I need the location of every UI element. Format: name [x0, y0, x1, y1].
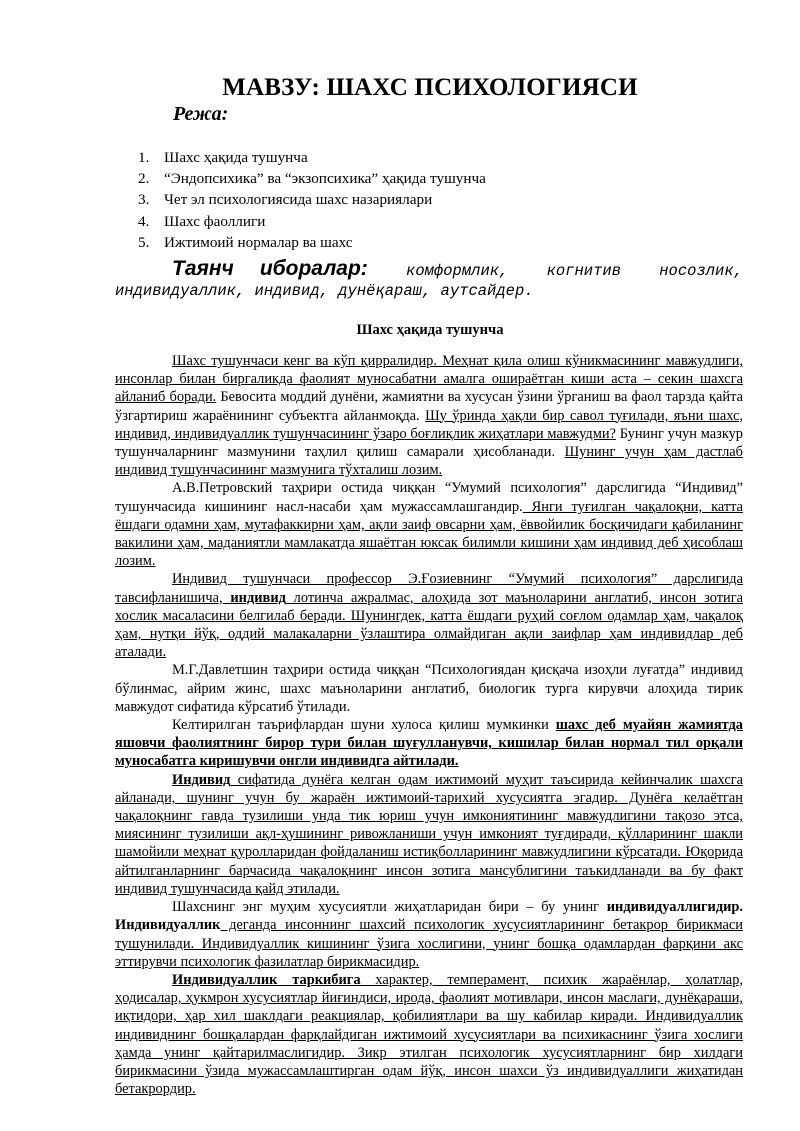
keywords-line: индивидуаллик, индивид, дунёқараш, аутсайдер. [115, 282, 534, 300]
list-item [138, 189, 486, 210]
text-run: Келтирилган таърифлардан шуни хулоса қилиш мумкинки [172, 717, 556, 734]
list-item-number: 2. [138, 170, 150, 188]
text-run: сифатида дунёга келган одам ижтимоий муҳит таъсирида кейинчалик шахсга айланади, шунинг учун бу жараён ижтимоий-тарихий хусусиятга эгадир. Дунёга келаётган чақалоқнинг гавда тузилиши унда тик юриш учун имкониятининг мавжудлигини тақозо этса, миясининг тузилиши ақл-ҳушининг ривожланиши учун имконият туғдиради, қўлларининг шакли шамойили меҳнат қуролларидан фойдаланиш истиқболларининг мавжудлигини кўрсатади. Юқорида айтилганларнинг барчасида чақалоқнинг инсон зотига мансублигини таъкидланади ва бу факт индивид тушунчасида қайд этилади. [115, 771, 743, 897]
list-item-text: Шахс ҳақида тушунча [164, 149, 308, 166]
text-run: Шунинг учун ҳам дастлаб индивид тушунчасининг мазмунига тўхталиш лозим. [115, 444, 743, 479]
keyword: когнитив [546, 262, 622, 280]
keyword: носозлик, [659, 262, 743, 280]
text-run: деганда инсоннинг шахсий психологик хусусиятларининг бетакрор бирикмаси тушунилади. Индивидуаллик кишининг ўзига хослигини, унинг бошқа одамлардан фарқини акс эттирувчи психологик фазилатлар бирикмасидир. [115, 917, 743, 970]
list-item-text: Шахс фаоллиги [164, 212, 266, 230]
keywords-heading-word2: иборалар: [259, 257, 368, 280]
keywords-heading-word1: Таянч [172, 257, 234, 280]
list-item-text: Ижтимоий нормалар ва шахс [164, 233, 353, 251]
document-body [115, 352, 743, 1098]
paragraph [115, 716, 743, 771]
text-run: А.В.Петровский таҳрири остида чиққан “Умумий психология” дарслигида “Индивид” тушунчасида кишининг насл-насаби ҳам мужассамлашгандир. [115, 480, 743, 515]
paragraph [115, 479, 743, 570]
plan-label: Режа: [173, 103, 229, 125]
list-item-number: 3. [138, 191, 150, 209]
keyword: комформлик, [406, 262, 509, 280]
text-run: Бунинг учун мазкур тушунчаларнинг мазмунини таҳлил қилиш самарали ҳисобланади. [115, 425, 743, 461]
list-item-number: 5. [138, 233, 150, 251]
text-run: Шу ўринда ҳақли бир савол туғилади, яъни шахс, индивид, индивидуаллик тушунчасининг ўзаро боғлиқлик жиҳатлари мавжудми? [115, 407, 743, 442]
text-run: шахс деб муайян жамиятда яшовчи фаолиятнинг бирор тури билан шуғулланувчи, кишилар билан нормал тил орқали муносабатга киришувчи онгли индивидга айтилади. [115, 717, 743, 770]
list-item-text: Чет эл психологиясида шахс назариялари [164, 191, 433, 209]
paragraph [115, 771, 743, 898]
paragraph [115, 971, 743, 1098]
list-item [138, 147, 486, 168]
list-item-number: 1. [138, 149, 150, 166]
text-run: лотинча ажралмас, алоҳида зот маъноларини англатиб, инсон зотига хослик масаласини белгилаб беради. Шунингдек, катта ёшдаги руҳий соғлом одамлар ҳам, чақалоқ ҳам, нутқи йўқ, оддий малакаларни ўзлаштира олмайдиган ақли заифлар ҳам индивидлар деб аталади. [115, 589, 743, 661]
text-run: Индивид [172, 771, 231, 788]
text-run: Шахснинг энг муҳим хусусиятли жиҳатларидан бири – бу унинг [172, 899, 607, 916]
paragraph [115, 352, 743, 479]
keywords-block [115, 258, 743, 302]
text-run: Индивидуаллик таркибига [172, 971, 361, 988]
section-title: Шахс ҳақида тушунча [356, 322, 504, 338]
list-item-text: “Эндопсихика” ва “экзопсихика” ҳақида тушунча [164, 170, 486, 188]
text-run: Индивид тушунчаси профессор Э.Ғозиевнинг “Умумий психология” дарслигида тавсифланишича, [115, 571, 743, 606]
text-run: характер, темперамент, психик жараёнлар, ҳолатлар, ҳодисалар, ҳукмрон хусусиятлар йиғиндиси, ирода, фаолият мотивлари, инсон маслаги, дунёқараши, иқтидори, ҳар хил шаклдаги реакциялар, қобилиятлари ва шу кабилар киради. Индивидуаллик индивиднинг бошқалардан фарқлайдиган ижтимоий хусусиятлари ва психикаснинг ўзига хослиги ҳамда унинг қайтарилмаслигидир. Зикр этилган психологик хусусиятларнинг бир хилдаги бирикмасини ўзида мужассамлаштирган одам йўқ, инсон шахси ўз индивидуаллиги жиҳатидан бетакрордир. [115, 971, 743, 1098]
paragraph [115, 898, 743, 971]
list-item [138, 168, 486, 189]
plan-list [138, 147, 486, 253]
page-title: МАВЗУ: ШАХС ПСИХОЛОГИЯСИ [222, 74, 638, 101]
list-item-number: 4. [138, 212, 150, 230]
text-run: Янги туғилган чақалоқни, катта ёшдаги одамни ҳам, мутафаккирни ҳам, ақли заиф овсарни ҳам, ёввойилик босқичидаги қабиланинг вакилини ҳам, маданиятли мамлакатда яшаётган юксак билимли кишини ҳам индивид деб ҳисоблаш лозим. [115, 498, 743, 570]
text-run: Шахс тушунчаси кенг ва кўп қирралидир. Меҳнат қила олиш кўникмасининг мавжудлиги, инсонлар билан биргаликда фаолият муносабатни амалга ошираётган киши аста – секин шахсга айланиб боради. [115, 353, 743, 406]
paragraph: М.Г.Давлетшин таҳрири остида чиққан “Психологиядан қисқача изоҳли луғатда” индивид бўлинмас, айрим жинс, шахс маъноларини англатиб, биологик турга кирувчи алоҳида тирик мавжудот сифатида кўрсатиб ўтилади. [115, 662, 743, 715]
text-run: Бевосита моддий дунёни, жамиятни ва хусусан ўзини ўрганиш ва фаол тарзда қайта ўзгартириш жараёнининг субъектга айланмоқда. [115, 389, 743, 424]
text-run: индивид [230, 589, 286, 606]
paragraph [115, 570, 743, 661]
list-item [138, 211, 486, 232]
list-item [138, 232, 486, 253]
text-run: индивидуаллигидир. Индивидуаллик [115, 899, 743, 934]
